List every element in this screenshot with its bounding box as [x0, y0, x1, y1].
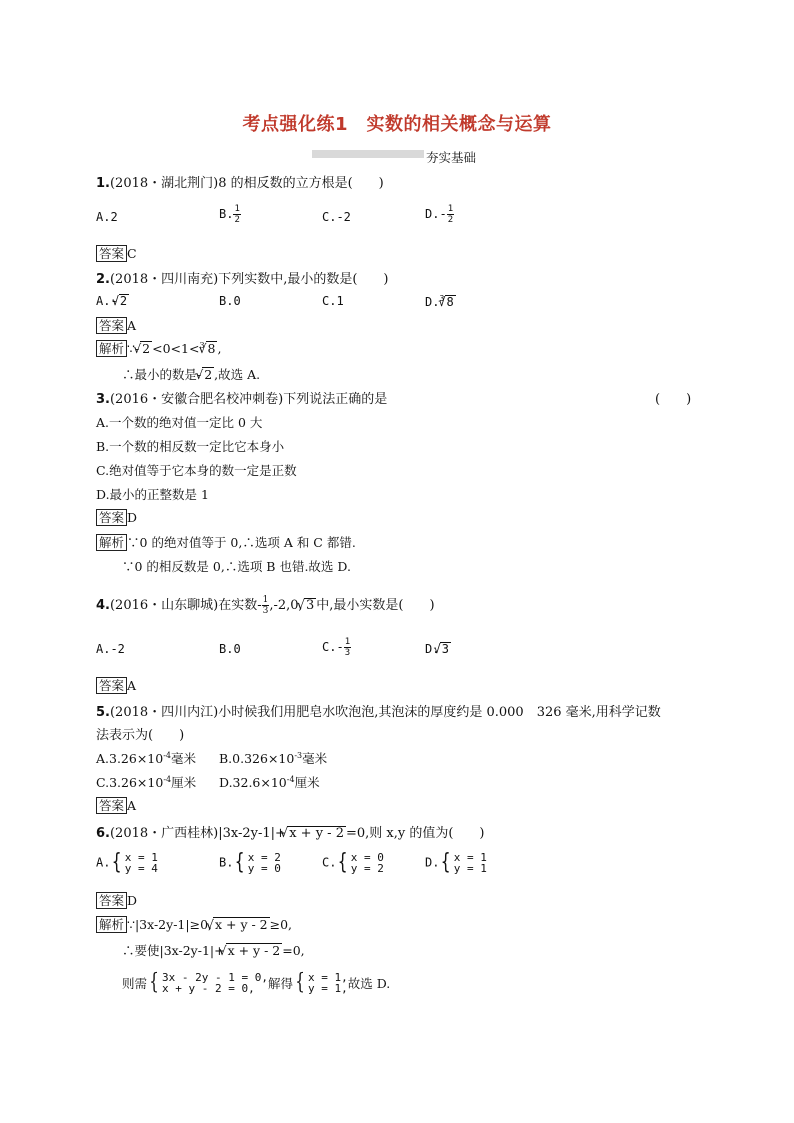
option-d: D.最小的正整数是 1 — [96, 487, 209, 502]
section-bar — [312, 150, 424, 158]
question-2: 2.(2018・四川南充)下列实数中,最小的数是( ) — [96, 272, 389, 287]
option-a: $A.3.26\times 10^{-4}$毫米 — [96, 750, 197, 766]
option-c: C.-2 — [322, 210, 351, 224]
question-3-paren: ( ) — [655, 392, 692, 407]
page-title: 考点强化练1 实数的相关概念与运算 — [242, 114, 552, 135]
question-5: 5.(2018・四川内江)小时候我们用肥皂水吹泡泡,其泡沫的厚度约是 0.000 326 毫米,用科学记数 — [96, 705, 661, 720]
option-a: A.一个数的绝对值一定比 0 大 — [96, 415, 263, 430]
answer-3: 答案 D — [96, 509, 137, 526]
question-4: 4.(2016・山东聊城)在实数- $\frac{1}{3}$ ,-2,0,√ 3 中,最小实数是( ) — [96, 594, 435, 616]
answer-value: C — [127, 246, 137, 261]
question-5-line2: 法表示为( ) — [96, 728, 185, 743]
answer-4: 答案 A — [96, 677, 136, 694]
question-number: 1. — [96, 176, 110, 191]
option-c: C.{ x = 0 y = 2 — [322, 850, 384, 875]
option-d: D.- $\frac{1}{2}$ — [425, 204, 454, 225]
section-label: 夯实基础 — [426, 150, 477, 165]
option-c: C.绝对值等于它本身的数一定是正数 — [96, 463, 297, 478]
answer-5: 答案 A — [96, 797, 136, 814]
option-a: A.{ x = 1 y = 4 — [96, 850, 158, 875]
answer-2: 答案 A — [96, 317, 136, 334]
answer-6: 答案 D — [96, 892, 137, 909]
analysis-tag: 解析 — [96, 340, 127, 357]
question-6: 6.(2018・广西桂林)|3x-2y-1|+√ x + y - 2 =0,则 x,y 的值为( ) — [96, 822, 485, 841]
analysis-6-line2: ∴要使|3x-2y-1|+√ x + y - 2 =0, — [122, 941, 305, 959]
analysis-6-line3: 则需{ 3x - 2y - 1 = 0, x + y - 2 = 0, 解得{ x = 1, y = 1, 故选 D. — [122, 970, 391, 995]
option-a: A.-2 — [96, 642, 125, 656]
option-d: D.{ x = 1 y = 1 — [425, 850, 487, 875]
option-d: D.√ 3 — [425, 642, 451, 656]
analysis-3-line2: ∵0 的相反数是 0,∴选项 B 也错.故选 D. — [122, 559, 351, 574]
option-a: A.2 — [96, 210, 118, 224]
answer-tag: 答案 — [96, 245, 127, 262]
option-d: $D.32.6\times 10^{-4}$厘米 — [219, 774, 320, 790]
option-c: C.- $\frac{1}{3}$ — [322, 637, 351, 658]
option-b: B.{ x = 2 y = 0 — [219, 850, 281, 875]
analysis-2-line2: ∴最小的数是-√ 2 ,故选 A. — [122, 365, 260, 383]
option-b: B. $\frac{1}{2}$ — [219, 204, 240, 225]
analysis-2: 解析 ∵-√ 2 <0<1<$^3$√ 8 , — [96, 340, 221, 357]
option-d: D.$^3$√ 8 — [425, 294, 456, 309]
question-3: 3.(2016・安徽合肥名校冲刺卷)下列说法正确的是 — [96, 392, 388, 407]
option-b: B.0 — [219, 294, 241, 308]
option-b: B.一个数的相反数一定比它本身小 — [96, 439, 285, 454]
option-b: $B.0.326\times 10^{-3}$毫米 — [219, 750, 328, 766]
answer-1 — [96, 245, 137, 262]
option-c: C.1 — [322, 294, 344, 308]
question-1 — [96, 172, 384, 191]
analysis-3: 解析 ∵0 的绝对值等于 0,∴选项 A 和 C 都错. — [96, 533, 356, 551]
option-b: B.0 — [219, 642, 241, 656]
option-c: $C.3.26\times 10^{-4}$厘米 — [96, 774, 197, 790]
option-a: A.-√ 2 — [96, 294, 129, 308]
question-stem: (2018・湖北荆门)8 的相反数的立方根是( ) — [109, 176, 384, 191]
analysis-6: 解析 ∵|3x-2y-1|≥0,√ x + y - 2 ≥0, — [96, 916, 292, 933]
